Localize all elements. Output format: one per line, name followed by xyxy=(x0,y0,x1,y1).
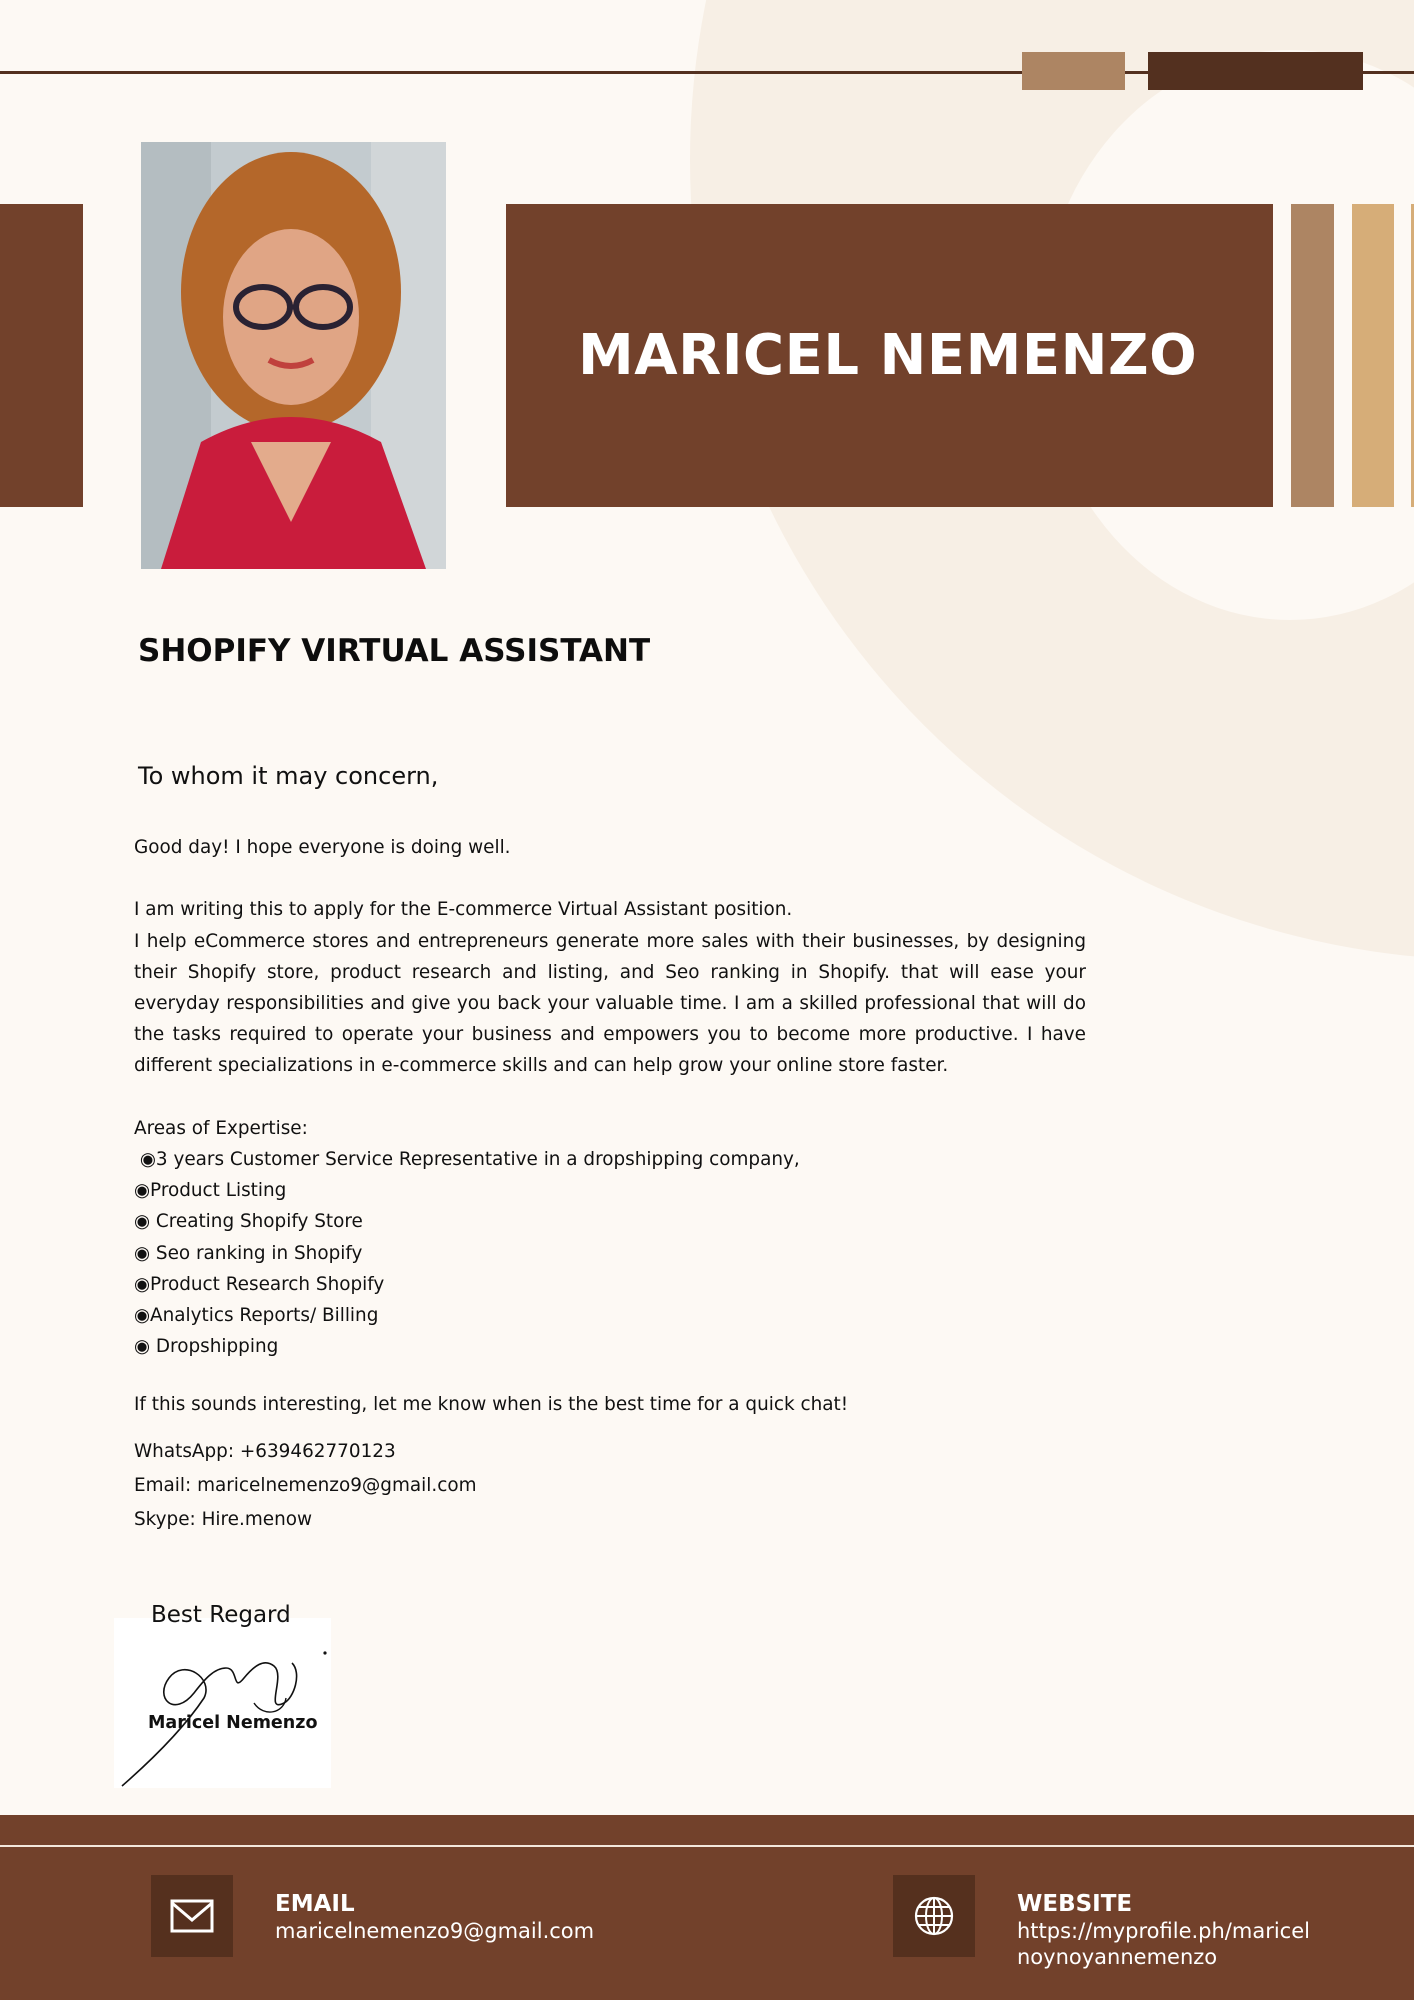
globe-icon xyxy=(910,1892,958,1940)
expertise-item: ◉ Dropshipping xyxy=(134,1336,279,1358)
body-line: different specializations in e-commerce skills and can help grow your online store faster. xyxy=(134,1055,949,1077)
greeting-text: Good day! I hope everyone is doing well. xyxy=(134,837,511,858)
expertise-heading: Areas of Expertise: xyxy=(134,1117,308,1139)
signature-scribble xyxy=(114,1618,331,1788)
accent-bar-1 xyxy=(1291,204,1334,507)
footer-email-title: EMAIL xyxy=(275,1891,355,1917)
name-band-left xyxy=(0,204,83,507)
expertise-item: ◉Analytics Reports/ Billing xyxy=(134,1305,379,1327)
closing-regard: Best Regard xyxy=(151,1602,291,1628)
letter-body xyxy=(134,832,1086,1537)
contact-skype: Skype: Hire.menow xyxy=(134,1508,313,1530)
intro-text: I am writing this to apply for the E-commerce Virtual Assistant position. xyxy=(134,899,793,921)
header-accent-dark xyxy=(1148,52,1363,90)
body-line: their Shopify store, product research and listing, and Seo ranking in Shopify. that will ease your xyxy=(134,961,1086,983)
body-line: the tasks required to operate your business and empowers you to become more productive. I have xyxy=(134,1024,1086,1046)
contact-email: Email: maricelnemenzo9@gmail.com xyxy=(134,1474,477,1496)
expertise-item: ◉3 years Customer Service Representative in a dropshipping company, xyxy=(134,1149,800,1170)
footer-website-title: WEBSITE xyxy=(1017,1891,1133,1917)
name-banner xyxy=(506,204,1273,507)
footer-website-line1[interactable]: https://myprofile.ph/maricel xyxy=(1017,1919,1310,1943)
salutation: To whom it may concern, xyxy=(138,762,439,790)
body-line: I help eCommerce stores and entrepreneurs generate more sales with their businesses, by designing xyxy=(134,930,1086,952)
expertise-item: ◉Product Research Shopify xyxy=(134,1273,385,1295)
body-line: everyday responsibilities and give you back your valuable time. I am a skilled professional that will do xyxy=(134,993,1086,1014)
envelope-icon xyxy=(168,1892,216,1940)
expertise-item: ◉Product Listing xyxy=(134,1180,287,1202)
contact-list xyxy=(134,1435,1086,1537)
job-title: SHOPIFY VIRTUAL ASSISTANT xyxy=(138,633,651,669)
footer-website-line2[interactable]: noynoyannemenzo xyxy=(1017,1945,1218,1969)
signature-block xyxy=(114,1618,331,1788)
expertise-item: ◉ Creating Shopify Store xyxy=(134,1211,363,1233)
accent-bar-2 xyxy=(1352,204,1394,507)
applicant-name: MARICEL NEMENZO xyxy=(578,323,1198,388)
footer-divider xyxy=(0,1845,1414,1847)
contact-whatsapp: WhatsApp: +639462770123 xyxy=(134,1440,396,1462)
header-accent-light xyxy=(1022,52,1125,90)
expertise-item: ◉ Seo ranking in Shopify xyxy=(134,1242,363,1264)
profile-photo xyxy=(141,142,446,569)
website-icon-box xyxy=(893,1875,975,1957)
email-icon-box xyxy=(151,1875,233,1957)
footer-email-value[interactable]: maricelnemenzo9@gmail.com xyxy=(275,1919,595,1943)
signature-name: Maricel Nemenzo xyxy=(148,1713,318,1733)
body-paragraph xyxy=(134,926,1086,1082)
footer xyxy=(0,1815,1414,2000)
closing-text: If this sounds interesting, let me know when is the best time for a quick chat! xyxy=(134,1394,849,1416)
